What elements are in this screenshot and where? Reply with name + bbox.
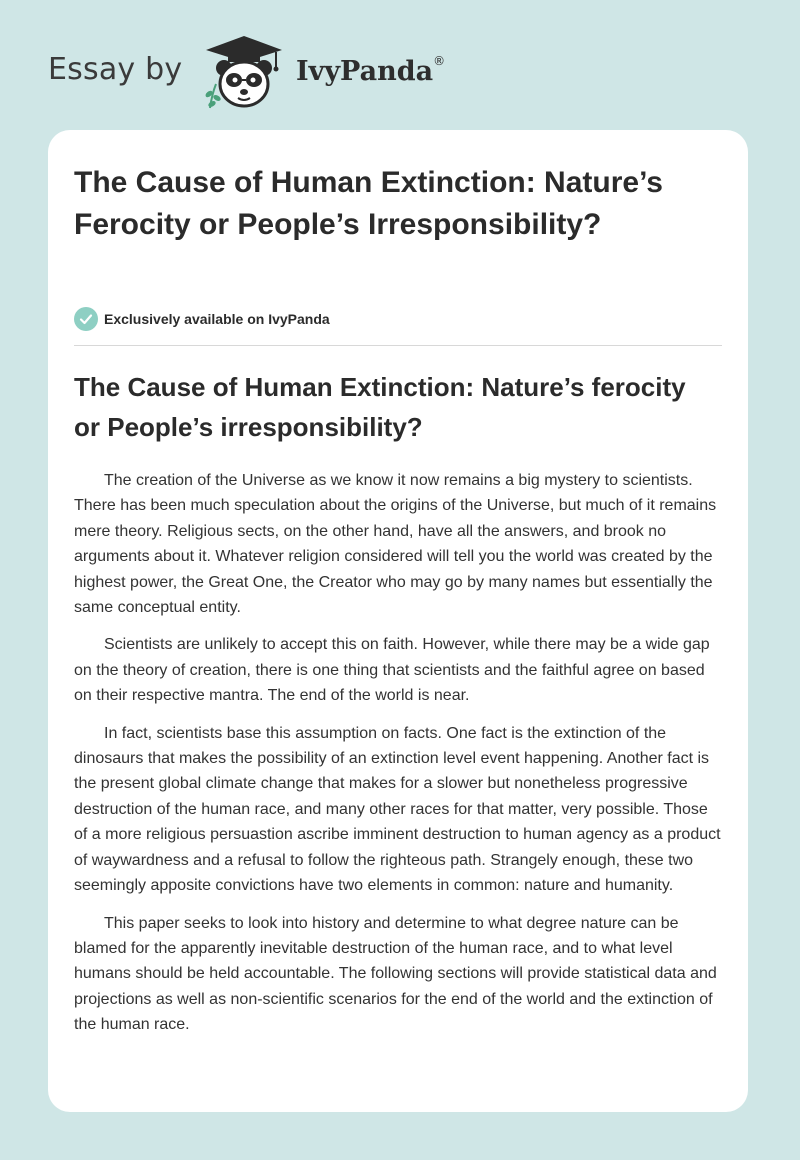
essay-body (74, 468, 724, 1050)
site-header (48, 32, 748, 112)
section-heading: The Cause of Human Extinction: Nature’s ferocity or People’s irresponsibility? (74, 372, 686, 442)
paragraph: Scientists are unlikely to accept this on faith. However, while there may be a wide gap on the theory of creation, there is one thing that scientists and the faithful agree on based on their respective mantra. The end of the world is near. (74, 636, 710, 705)
paragraph: This paper seeks to look into history and determine to what degree nature can be blamed for the apparently inevitable destruction of the human race, and to what level humans should be held accountable. The following sections will provide statistical data and projections as well as non-scientific scenarios for the end of the world and the extinction of the human race. (74, 914, 717, 1034)
panda-graduate-icon[interactable] (200, 32, 288, 112)
registered-mark: ® (433, 54, 446, 68)
essay-by-label: Essay by (48, 52, 183, 87)
badge-label: Exclusively available on IvyPanda (104, 311, 330, 327)
paragraph: In fact, scientists base this assumption on facts. One fact is the extinction of the dinosaurs that makes the possibility of an extinction level event happening. Another fact is the present global climate change that makes for a slower but nonetheless progressive destruction of the human race, and many other races for that matter, very possible. Those of a more religious persuastion ascribe imminent destruction to human agency as a product of waywardness and a refusal to follow the righteous path. Strangely enough, these two seemingly apposite convictions have two elements in common: nature and humanity. (74, 724, 721, 895)
divider (74, 345, 722, 346)
paragraph: The creation of the Universe as we know it now remains a big mystery to scientists. There has been much speculation about the origins of the Universe, but much of it remains mere theory. Religious sects, on the other hand, have all the answers, and brook no arguments about it. Whatever religion considered will tell you the world was created by the highest power, the Great One, the Creator who may go by many names but essentially the same conceptual entity. (74, 472, 717, 617)
brand-name[interactable]: IvyPanda® (296, 54, 446, 87)
exclusive-badge (74, 306, 330, 332)
page-title: The Cause of Human Extinction: Nature’s Ferocity or People’s Irresponsibility? (74, 166, 663, 241)
essay-card (48, 130, 748, 1112)
check-circle-icon (74, 307, 98, 331)
